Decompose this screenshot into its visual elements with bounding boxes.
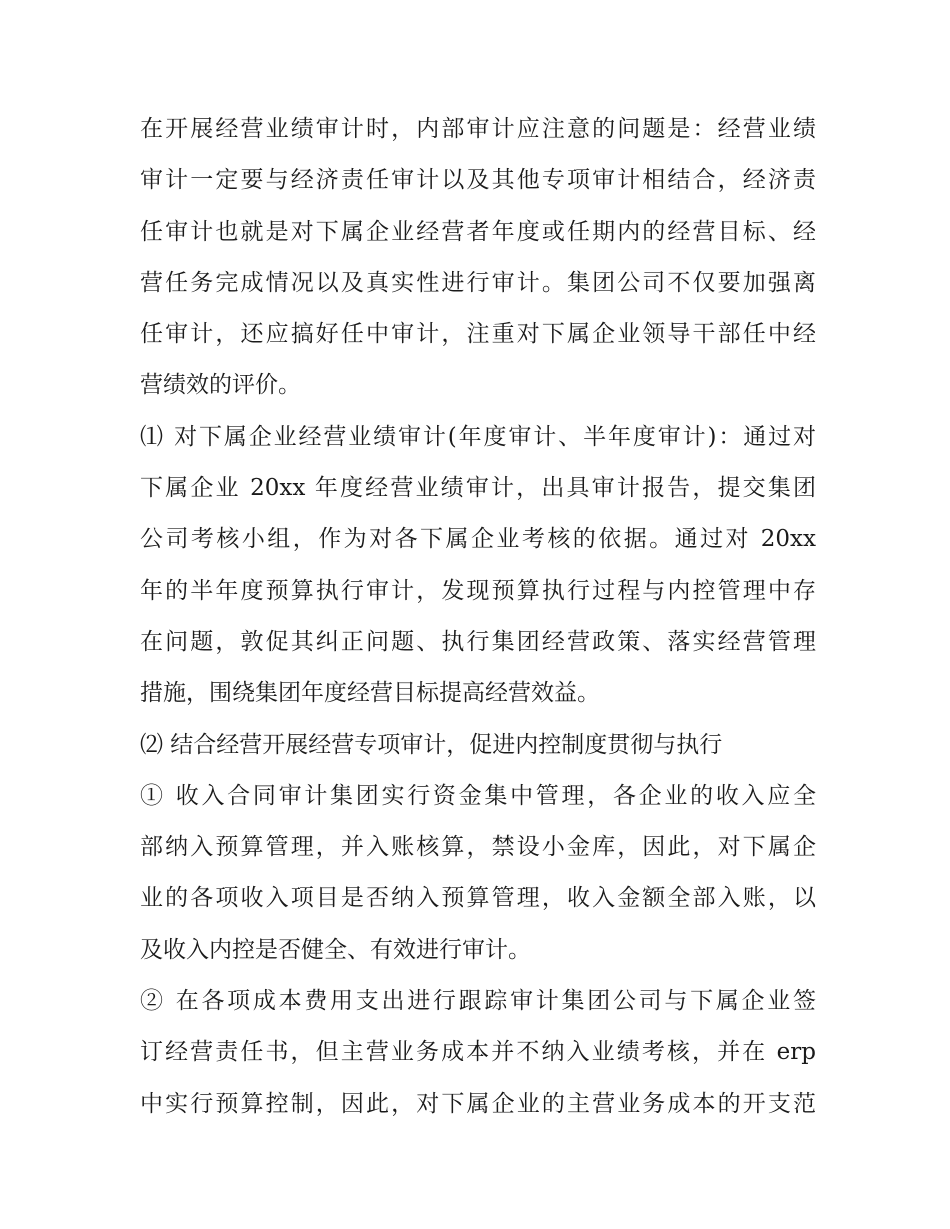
text-line: 任审计，还应搞好任中审计，注重对下属企业领导干部任中经 xyxy=(140,321,816,348)
text-line: 业的各项收入项目是否纳入预算管理，收入金额全部入账，以 xyxy=(140,885,816,912)
text-line: 任审计也就是对下属企业经营者年度或任期内的经营目标、经 xyxy=(140,218,816,245)
text-line: 在问题，敦促其纠正问题、执行集团经营政策、落实经营管理 xyxy=(140,628,816,655)
text-line: ② 在各项成本费用支出进行跟踪审计集团公司与下属企业签 xyxy=(140,988,816,1015)
text-line: 年的半年度预算执行审计，发现预算执行过程与内控管理中存 xyxy=(140,577,816,604)
text-line: 及收入内控是否健全、有效进行审计。 xyxy=(140,936,531,963)
text-line: 营任务完成情况以及真实性进行审计。集团公司不仅要加强离 xyxy=(140,269,816,296)
document-body xyxy=(140,104,816,1130)
text-line: 审计一定要与经济责任审计以及其他专项审计相结合，经济责 xyxy=(140,167,816,194)
text-line: 在开展经营业绩审计时，内部审计应注意的问题是：经营业绩 xyxy=(140,116,816,142)
text-line: 中实行预算控制，因此，对下属企业的主营业务成本的开支范 xyxy=(140,1090,816,1117)
text-line: 措施，围绕集团年度经营目标提高经营效益。 xyxy=(140,680,600,707)
text-line: ⑴ 对下属企业经营业绩审计(年度审计、半年度审计)：通过对 xyxy=(140,423,816,450)
text-line: ⑵ 结合经营开展经营专项审计，促进内控制度贯彻与执行 xyxy=(140,731,723,758)
text-line: 部纳入预算管理，并入账核算，禁设小金库，因此，对下属企 xyxy=(140,834,816,861)
text-line: 下属企业 20xx 年度经营业绩审计，出具审计报告，提交集团 xyxy=(140,475,816,502)
text-line: 公司考核小组，作为对各下属企业考核的依据。通过对 20xx xyxy=(140,526,816,553)
text-line: ① 收入合同审计集团实行资金集中管理，各企业的收入应全 xyxy=(140,782,816,809)
text-line: 订经营责任书，但主营业务成本并不纳入业绩考核，并在 erp xyxy=(140,1039,816,1066)
text-line: 营绩效的评价。 xyxy=(140,372,301,399)
